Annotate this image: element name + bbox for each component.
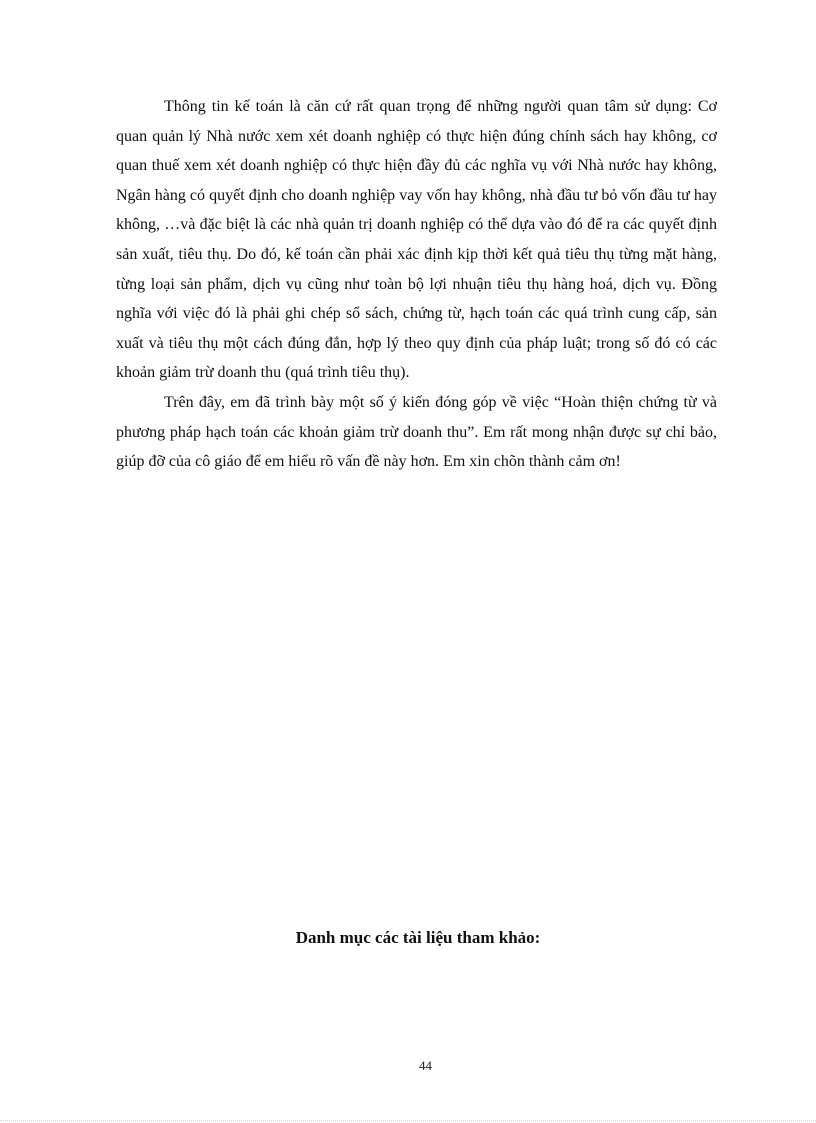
paragraph-conclusion: Trên đây, em đã trình bày một số ý kiến đóng góp về việc “Hoàn thiện chứng từ và phương pháp hạch toán các khoản giảm trừ doanh thu”. Em rất mong nhận được sự chỉ bảo, giúp đỡ của cô giáo để em hiểu rõ vấn đề này hơn. Em xin chõn thành cảm ơn! <box>116 393 717 471</box>
page-number: 44 <box>419 1058 432 1073</box>
body-text <box>116 92 717 477</box>
references-heading: Danh mục các tài liệu tham khảo: <box>295 928 541 947</box>
page-bottom-divider <box>0 1120 816 1121</box>
paragraph-accounting-information: Thông tin kế toán là căn cứ rất quan trọng để những người quan tâm sử dụng: Cơ quan quản lý Nhà nước xem xét doanh nghiệp có thực hiện đúng chính sách hay không, cơ quan thuế xem xét doanh nghiệp có thực hiện đầy đủ các nghĩa vụ với Nhà nước hay không, Ngân hàng có quyết định cho doanh nghiệp vay vốn hay không, nhà đầu tư bỏ vốn đầu tư hay không, …và đặc biệt là các nhà quản trị doanh nghiệp có thể dựa vào đó để ra các quyết định sản xuất, tiêu thụ. Do đó, kế toán cần phải xác định kịp thời kết quả tiêu thụ từng mặt hàng, từng loại sản phẩm, dịch vụ cũng như toàn bộ lợi nhuận tiêu thụ hàng hoá, dịch vụ. Đồng nghĩa với việc đó là phải ghi chép sổ sách, chứng từ, hạch toán các quá trình cung cấp, sản xuất và tiêu thụ một cách đúng đắn, hợp lý theo quy định của pháp luật; trong số đó có các khoản giảm trừ doanh thu (quá trình tiêu thụ). <box>116 98 717 382</box>
